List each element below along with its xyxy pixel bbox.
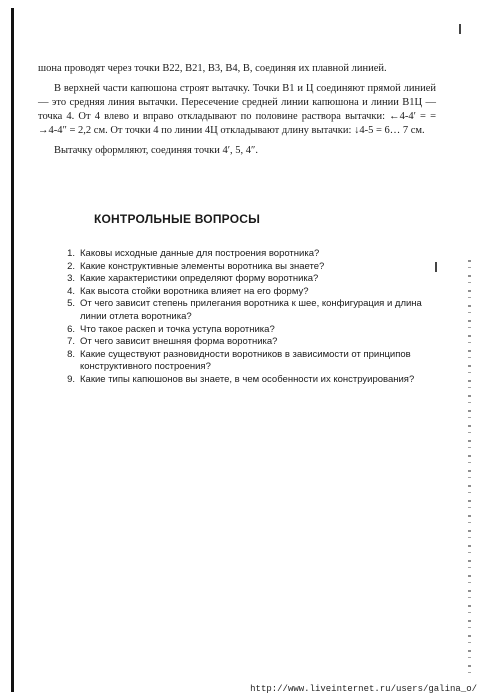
question-text: Как высота стойки воротника влияет на его форму? xyxy=(80,285,309,297)
questions-list xyxy=(60,248,442,387)
page-edge-rule xyxy=(11,8,14,692)
question-number: 7. xyxy=(67,336,75,348)
paragraph-continuation: шона проводят через точки В22, В21, В3, В4, В, соединяя их плавной линией. xyxy=(38,63,387,74)
question-text: Какие конструктивные элементы воротника вы знаете? xyxy=(80,260,325,272)
question-text: От чего зависит внешняя форма воротника? xyxy=(80,336,278,348)
question-text: От чего зависит степень прилегания воротника к шее, конфигурация и длина линии отлета воротника? xyxy=(80,298,422,322)
question-item xyxy=(60,248,442,261)
question-text: Какие типы капюшонов вы знаете, в чем особенности их конструирования? xyxy=(80,373,415,385)
question-text: Каковы исходные данные для построения воротника? xyxy=(80,248,320,259)
question-item xyxy=(60,261,442,274)
question-item xyxy=(60,349,442,374)
scan-speck xyxy=(459,24,461,34)
section-heading: КОНТРОЛЬНЫЕ ВОПРОСЫ xyxy=(94,212,261,226)
source-url: http://www.liveinternet.ru/users/galina_o/ xyxy=(250,684,477,694)
question-item xyxy=(60,336,442,349)
question-item xyxy=(60,286,442,299)
body-text xyxy=(38,62,436,164)
question-text: Какие существуют разновидности воротников в зависимости от принципов конструктивного построения? xyxy=(80,348,411,373)
question-item xyxy=(60,324,442,337)
question-item xyxy=(60,273,442,286)
question-number: 2. xyxy=(67,260,75,272)
scan-edge-noise xyxy=(468,260,471,680)
question-number: 4. xyxy=(67,285,75,297)
paragraph-dart-construction: В верхней части капюшона строят вытачку. Точки В1 и Ц соединяют прямой линией — это средняя линия вытачки. Пересечение средней линии капюшона и линии В1Ц — точка 4. От 4 влево и вправо откладывают по половине раствора вытачки: ←4-4′ = = →4-4″ = 2,2 см. От точки 4 по линии 4Ц откладывают длину вытачки: ↓4-5 = 6… 7 см. xyxy=(38,83,436,136)
question-item xyxy=(60,374,442,387)
question-text: Что такое раскеп и точка уступа воротника? xyxy=(80,323,275,335)
question-number: 8. xyxy=(67,348,75,360)
question-number: 6. xyxy=(67,323,75,335)
question-text: Какие характеристики определяют форму воротника? xyxy=(80,273,319,285)
question-number: 1. xyxy=(67,248,75,259)
question-number: 3. xyxy=(67,273,75,285)
paragraph-dart-finish: Вытачку оформляют, соединяя точки 4′, 5, 4″. xyxy=(54,145,259,156)
question-number: 5. xyxy=(67,298,75,310)
question-number: 9. xyxy=(67,373,75,385)
question-item xyxy=(60,298,442,323)
